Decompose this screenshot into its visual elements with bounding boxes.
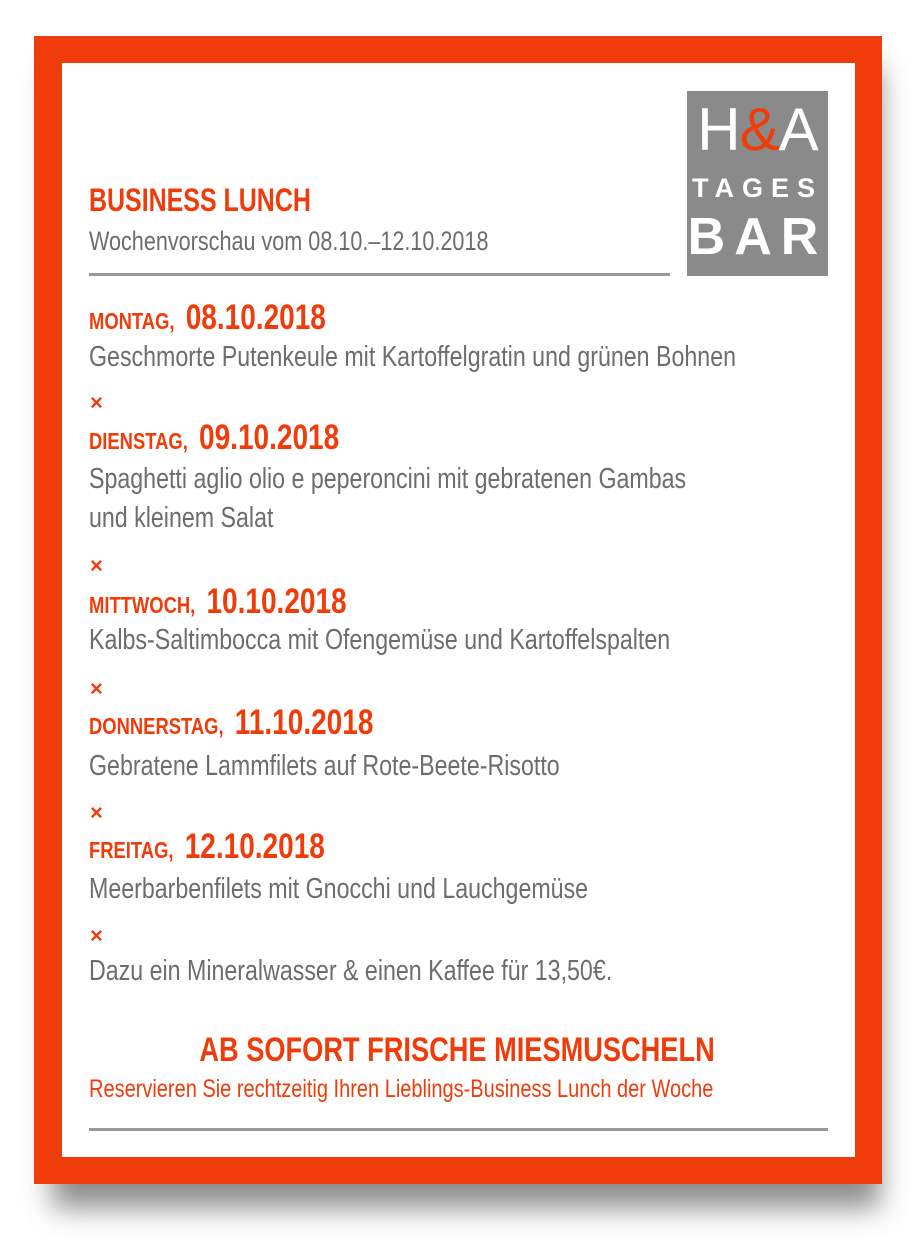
logo [687, 91, 828, 276]
promo-subline: Reservieren Sie rechtzeitig Ihren Lieblings-Business Lunch der Woche [89, 1075, 714, 1103]
dish-tuesday-line2: und kleinem Salat [89, 502, 274, 534]
logo-h: H [697, 96, 740, 163]
day-heading-tuesday [89, 418, 339, 458]
day-name: DONNERSTAG, [89, 713, 224, 739]
day-name: DIENSTAG, [89, 428, 188, 454]
day-heading-thursday [89, 703, 373, 743]
cross-icon: × [90, 553, 103, 578]
day-heading-wednesday [89, 582, 347, 622]
logo-tages: TAGES [691, 173, 823, 203]
cross-icon: × [90, 676, 103, 701]
day-date: 11.10.2018 [234, 703, 374, 742]
day-name: FREITAG, [89, 837, 174, 863]
page-title: BUSINESS LUNCH [89, 182, 311, 218]
header-divider [89, 273, 670, 276]
dish-thursday: Gebratene Lammfilets auf Rote-Beete-Risotto [89, 750, 560, 782]
footer-divider [89, 1128, 828, 1131]
cross-icon: × [90, 923, 103, 948]
dish-friday: Meerbarbenfilets mit Gnocchi und Lauchgemüse [89, 873, 589, 905]
logo-a: A [778, 96, 818, 163]
logo-ampersand: & [739, 96, 779, 163]
day-heading-monday [89, 298, 326, 338]
lunch-extras: Dazu ein Mineralwasser & einen Kaffee für 13,50€. [89, 955, 613, 987]
day-date: 10.10.2018 [206, 582, 347, 621]
day-date: 08.10.2018 [185, 298, 326, 337]
day-date: 12.10.2018 [184, 827, 325, 866]
dish-tuesday-line1: Spaghetti aglio olio e peperoncini mit gebratenen Gambas [89, 463, 687, 495]
logo-initials [687, 95, 828, 165]
promo-headline: AB SOFORT FRISCHE MIESMUSCHELN [199, 1031, 716, 1069]
page-subtitle: Wochenvorschau vom 08.10.–12.10.2018 [89, 226, 489, 256]
day-name: MONTAG, [89, 308, 175, 334]
dish-wednesday: Kalbs-Saltimbocca mit Ofengemüse und Kartoffelspalten [89, 624, 671, 656]
day-heading-friday [89, 827, 325, 867]
day-name: MITTWOCH, [89, 592, 196, 618]
promo-headline-wrap [0, 1030, 915, 1070]
logo-bar: BAR [687, 208, 828, 266]
cross-icon: × [90, 800, 103, 825]
dish-monday: Geschmorte Putenkeule mit Kartoffelgratin und grünen Bohnen [89, 341, 736, 373]
cross-icon: × [90, 390, 103, 415]
day-date: 09.10.2018 [199, 418, 340, 457]
